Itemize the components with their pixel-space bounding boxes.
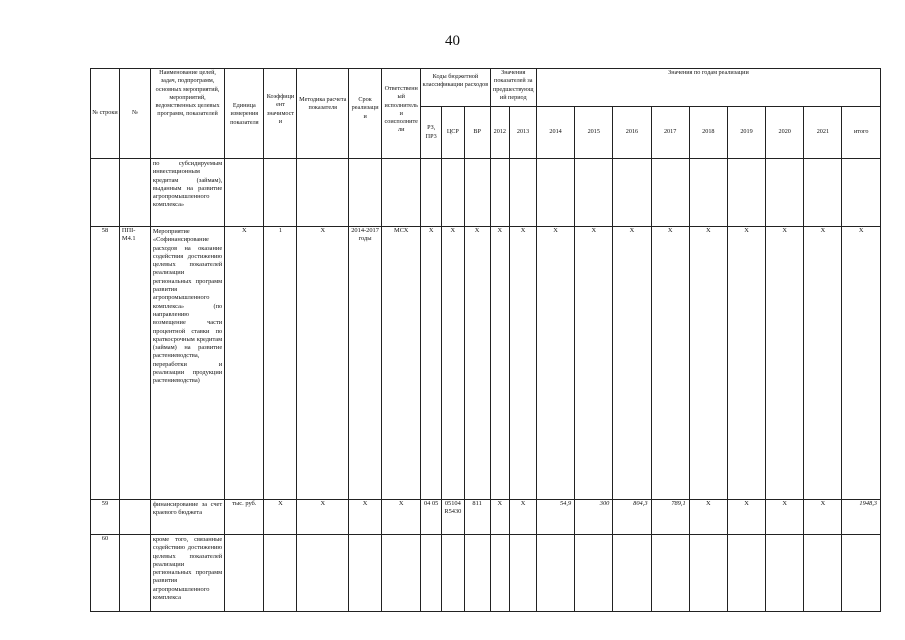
row-58-row-no: 58 — [91, 227, 120, 500]
row-58-method: Х — [297, 227, 349, 500]
header-total: итого — [842, 107, 881, 159]
header-method: Методика расчета показателя — [297, 69, 349, 159]
row-59-2014: 54,9 — [536, 500, 574, 535]
header-csr: ЦСР — [441, 107, 464, 159]
header-row-no: № строки — [91, 69, 120, 159]
header-coef: Коэффициент значимости — [264, 69, 297, 159]
header-year-2019: 2019 — [727, 107, 765, 159]
row-58-no: ППI-М4.1 — [119, 227, 150, 500]
row-58-2018: Х — [689, 227, 727, 500]
header-no: № — [119, 69, 150, 159]
row-59-unit: тыс. руб. — [225, 500, 264, 535]
row-59-vr: 811 — [464, 500, 490, 535]
header-year-2013: 2013 — [510, 107, 537, 159]
row-58-2019: Х — [727, 227, 765, 500]
header-rz: РЗ, ПР3 — [421, 107, 442, 159]
row-59-rz: 04 05 — [421, 500, 442, 535]
header-year-2012: 2012 — [490, 107, 510, 159]
row-59-method: Х — [297, 500, 349, 535]
header-year-2017: 2017 — [651, 107, 689, 159]
header-budget-codes: Коды бюджетной классификации расходов — [421, 69, 490, 107]
row-59-2013: Х — [510, 500, 537, 535]
row-60-row-no: 60 — [91, 535, 120, 612]
row-58-2012: Х — [490, 227, 510, 500]
row-58-2015: Х — [575, 227, 613, 500]
row-59-name: финансирование за счет краевого бюджета — [150, 500, 224, 535]
table-row-58 — [91, 227, 881, 500]
row-59-coef: Х — [264, 500, 297, 535]
page-number: 40 — [445, 33, 460, 49]
row-59-2021: Х — [804, 500, 842, 535]
header-year-2014: 2014 — [536, 107, 574, 159]
row-60-name: кроме того, связанные содействию достижению целевых показателей реализации региональных программ развития агропромышленного комплекса — [150, 535, 224, 612]
row-58-name: Мероприятие «Софинансирование расходов на оказание содействия достижению целевых показателей реализации региональных программ развития агропромышленного комплекса» (по направлению возмещение части процентной ставки по краткосрочным кредитам (займам) на развитие растениеводства, переработки и реализации продукции растениеводства) — [150, 227, 224, 500]
row-59-resp: Х — [382, 500, 421, 535]
row-59-2019: Х — [727, 500, 765, 535]
row-58-2017: Х — [651, 227, 689, 500]
row-58-coef: 1 — [264, 227, 297, 500]
row-59-2016: 804,3 — [613, 500, 651, 535]
row-59-no — [119, 500, 150, 535]
header-year-2020: 2020 — [766, 107, 804, 159]
header-year-2015: 2015 — [575, 107, 613, 159]
row-58-2014: Х — [536, 227, 574, 500]
row-58-resp: МСХ — [382, 227, 421, 500]
row-59-2015: 300 — [575, 500, 613, 535]
header-resp: Ответственный исполнитель и соисполнители — [382, 69, 421, 159]
row-59-2018: Х — [689, 500, 727, 535]
row-58-term: 2014-2017 годы — [349, 227, 382, 500]
row-59-total: 1948,3 — [842, 500, 881, 535]
row-59-2012: Х — [490, 500, 510, 535]
program-table — [90, 68, 881, 612]
row-59-row-no: 59 — [91, 500, 120, 535]
row-59-csr: 05104 R5430 — [441, 500, 464, 535]
row-58-unit: Х — [225, 227, 264, 500]
header-term: Срок реализации — [349, 69, 382, 159]
header-row-1 — [91, 69, 881, 107]
row-continuation-name: по субсидируемым инвестиционным кредитам (займам), выданным на развитие агропромышленного комплекса» — [150, 159, 224, 227]
row-58-vr: Х — [464, 227, 490, 500]
table-row-continuation — [91, 159, 881, 227]
table-row-60 — [91, 535, 881, 612]
row-58-csr: Х — [441, 227, 464, 500]
header-year-2018: 2018 — [689, 107, 727, 159]
header-year-2021: 2021 — [804, 107, 842, 159]
row-58-total: Х — [842, 227, 881, 500]
row-59-2017: 789,1 — [651, 500, 689, 535]
row-58-2020: Х — [766, 227, 804, 500]
header-year-2016: 2016 — [613, 107, 651, 159]
header-unit: Единица измерения показателя — [225, 69, 264, 159]
header-prev-values: Значения показателей за предшествующий период — [490, 69, 536, 107]
row-58-2013: Х — [510, 227, 537, 500]
header-name: Наименование целей, задач, подпрограмм, основных мероприятий, мероприятий, ведомственных целевых программ, показателей — [150, 69, 224, 159]
row-58-2016: Х — [613, 227, 651, 500]
row-58-2021: Х — [804, 227, 842, 500]
row-59-2020: Х — [766, 500, 804, 535]
row-58-rz: Х — [421, 227, 442, 500]
table-row-59 — [91, 500, 881, 535]
header-vr: ВР — [464, 107, 490, 159]
header-yearly-values: Значения по годам реализации — [536, 69, 880, 107]
row-59-term: Х — [349, 500, 382, 535]
